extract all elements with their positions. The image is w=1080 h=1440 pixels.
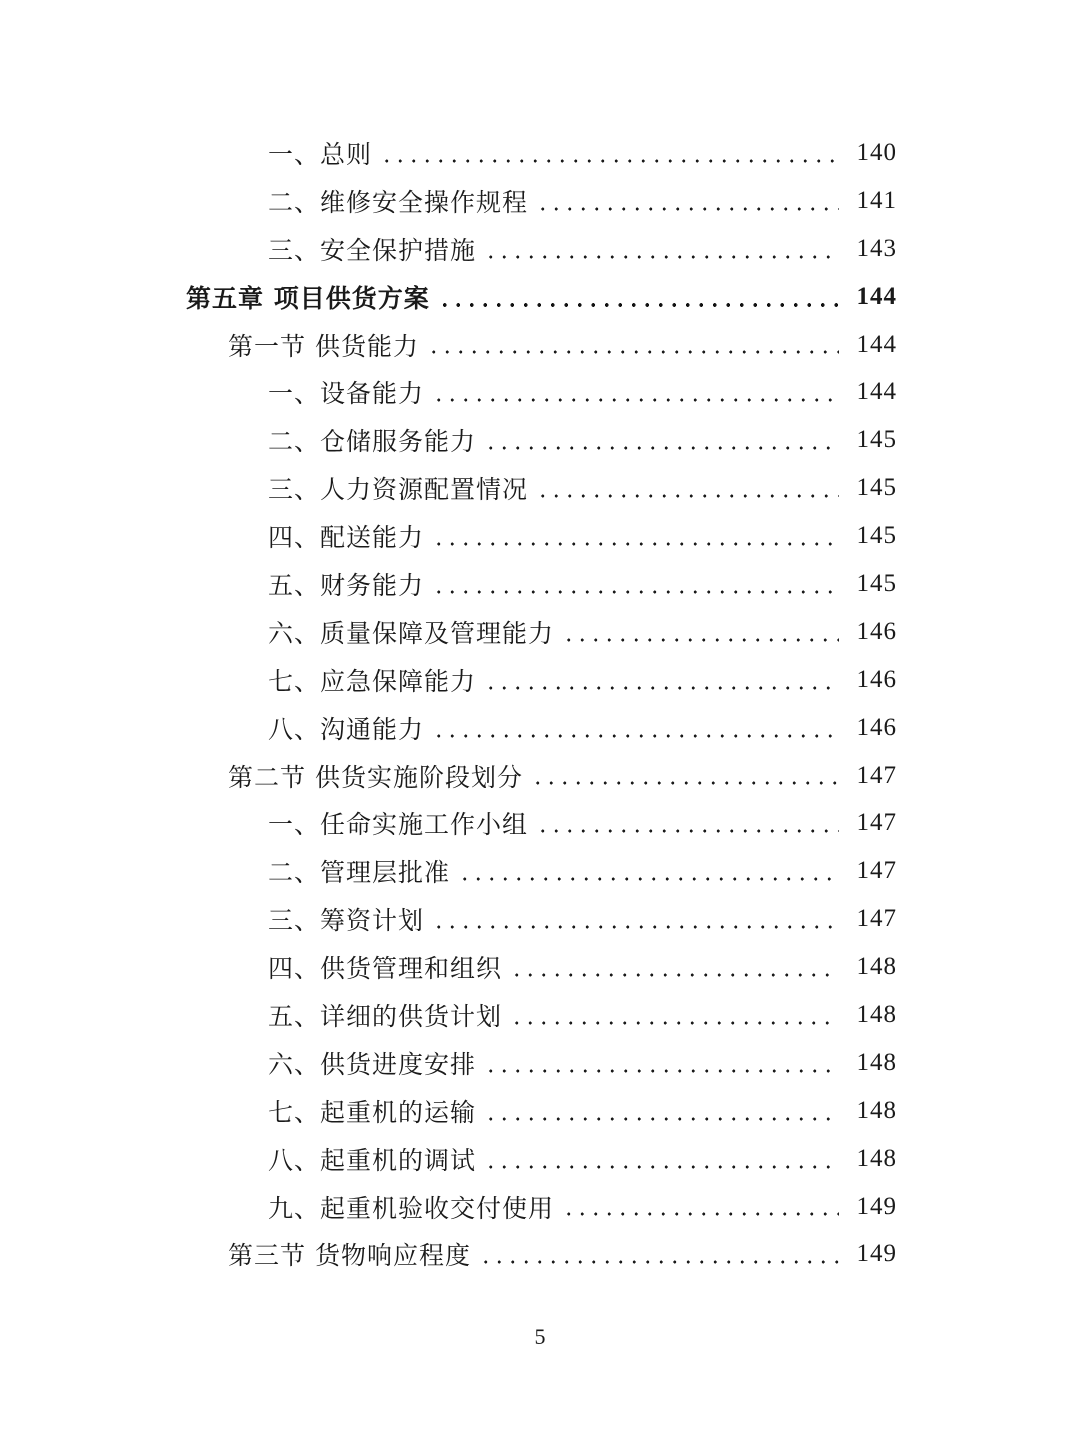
toc-entry-title: 二、管理层批准	[268, 858, 451, 888]
toc-entry-title: 四、供货管理和组织	[268, 954, 503, 984]
toc-dot-leader	[438, 295, 839, 307]
toc-entry-page-number: 147	[856, 809, 897, 837]
toc-entry-title: 五、详细的供货计划	[268, 1001, 503, 1031]
toc-dot-leader	[479, 1252, 839, 1264]
toc-item-entry	[0, 512, 1080, 560]
toc-entry-page-number: 144	[856, 282, 897, 310]
toc-entry-title: 第一节 供货能力	[228, 331, 419, 361]
toc-entry-title: 八、起重机的调试	[268, 1145, 477, 1175]
toc-section-entry	[0, 1230, 1080, 1278]
toc-entry-page-number: 148	[856, 953, 897, 981]
toc-entry-page-number: 147	[856, 857, 897, 885]
toc-item-entry	[0, 225, 1080, 273]
toc-item-entry	[0, 1183, 1080, 1231]
toc-item-entry	[0, 368, 1080, 416]
toc-entry-title: 第五章 项目供货方案	[186, 283, 430, 313]
toc-dot-leader	[562, 630, 839, 642]
toc-entry-title: 二、仓储服务能力	[268, 427, 477, 457]
toc-entry-page-number: 145	[856, 474, 897, 502]
toc-dot-leader	[432, 390, 839, 402]
toc-dot-leader	[536, 821, 839, 833]
toc-entry-page-number: 143	[856, 234, 897, 262]
toc-entry-page-number: 146	[856, 713, 897, 741]
toc-entry-title: 七、起重机的运输	[268, 1097, 477, 1127]
toc-item-entry	[0, 799, 1080, 847]
toc-entry-page-number: 148	[856, 1096, 897, 1124]
toc-entry-page-number: 145	[856, 426, 897, 454]
toc-dot-leader	[484, 1157, 839, 1169]
toc-item-entry	[0, 704, 1080, 752]
toc-item-entry	[0, 895, 1080, 943]
toc-entry-title: 二、维修安全操作规程	[268, 187, 529, 217]
toc-entry-title: 八、沟通能力	[268, 714, 425, 744]
toc-dot-leader	[510, 965, 839, 977]
toc-dot-leader	[562, 1204, 839, 1216]
toc-entry-page-number: 147	[856, 905, 897, 933]
toc-dot-leader	[432, 582, 839, 594]
toc-entry-page-number: 140	[856, 138, 897, 166]
toc-entry-page-number: 141	[856, 186, 897, 214]
toc-dot-leader	[432, 726, 839, 738]
toc-entry-page-number: 144	[856, 378, 897, 406]
toc-entry-title: 一、任命实施工作小组	[268, 810, 529, 840]
toc-entry-title: 三、筹资计划	[268, 906, 425, 936]
toc-item-entry	[0, 943, 1080, 991]
toc-entry-title: 六、质量保障及管理能力	[268, 618, 555, 648]
toc-chapter-entry	[0, 273, 1080, 321]
toc-entry-page-number: 148	[856, 1000, 897, 1028]
toc-dot-leader	[536, 486, 839, 498]
toc-entry-title: 四、配送能力	[268, 523, 425, 553]
toc-entry-title: 第三节 货物响应程度	[228, 1241, 471, 1271]
toc-item-entry	[0, 560, 1080, 608]
toc-entry-title: 三、人力资源配置情况	[268, 475, 529, 505]
toc-dot-leader	[510, 1013, 839, 1025]
toc-entry-title: 五、财务能力	[268, 570, 425, 600]
toc-dot-leader	[380, 151, 839, 163]
toc-entry-page-number: 149	[856, 1192, 897, 1220]
toc-dot-leader	[531, 773, 839, 785]
toc-entry-title: 一、设备能力	[268, 379, 425, 409]
toc-section-entry	[0, 321, 1080, 369]
toc-item-entry	[0, 464, 1080, 512]
toc-item-entry	[0, 1135, 1080, 1183]
toc-entry-title: 九、起重机验收交付使用	[268, 1193, 555, 1223]
toc-entry-title: 七、应急保障能力	[268, 666, 477, 696]
toc-entry-page-number: 144	[856, 330, 897, 358]
toc-entry-title: 一、总则	[268, 139, 373, 169]
toc-entry-page-number: 146	[856, 617, 897, 645]
toc-item-entry	[0, 656, 1080, 704]
toc-entry-page-number: 148	[856, 1048, 897, 1076]
toc-item-entry	[0, 608, 1080, 656]
toc-entry-title: 三、安全保护措施	[268, 235, 477, 265]
toc-item-entry	[0, 129, 1080, 177]
toc-dot-leader	[484, 1061, 839, 1073]
toc-dot-leader	[484, 678, 839, 690]
toc-dot-leader	[458, 869, 839, 881]
table-of-contents	[0, 129, 1080, 1278]
toc-entry-page-number: 146	[856, 665, 897, 693]
toc-dot-leader	[484, 1109, 839, 1121]
toc-item-entry	[0, 416, 1080, 464]
toc-item-entry	[0, 991, 1080, 1039]
toc-item-entry	[0, 847, 1080, 895]
toc-entry-page-number: 148	[856, 1144, 897, 1172]
toc-dot-leader	[432, 917, 839, 929]
toc-entry-page-number: 149	[856, 1240, 897, 1268]
toc-entry-page-number: 145	[856, 569, 897, 597]
toc-item-entry	[0, 177, 1080, 225]
toc-entry-title: 第二节 供货实施阶段划分	[228, 762, 523, 792]
toc-entry-title: 六、供货进度安排	[268, 1049, 477, 1079]
toc-entry-page-number: 147	[856, 761, 897, 789]
toc-item-entry	[0, 1039, 1080, 1087]
toc-dot-leader	[484, 438, 839, 450]
toc-dot-leader	[432, 534, 839, 546]
toc-section-entry	[0, 752, 1080, 800]
toc-entry-page-number: 145	[856, 522, 897, 550]
toc-item-entry	[0, 1087, 1080, 1135]
page-number: 5	[534, 1324, 546, 1349]
toc-dot-leader	[484, 247, 839, 259]
toc-dot-leader	[427, 342, 839, 354]
toc-dot-leader	[536, 199, 839, 211]
